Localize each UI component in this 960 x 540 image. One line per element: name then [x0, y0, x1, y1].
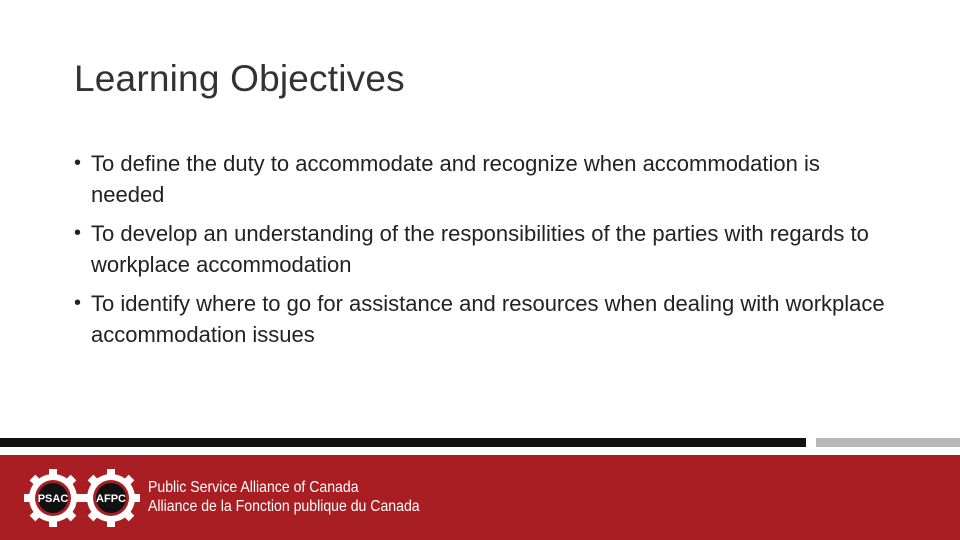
- divider-black: [0, 438, 806, 447]
- logo-text-psac: PSAC: [37, 493, 69, 505]
- objective-text: To develop an understanding of the responsibilities of the parties with regards to workplace accommodation: [91, 221, 869, 277]
- divider-gray: [816, 438, 960, 447]
- logo-text-afpc: AFPC: [96, 493, 126, 505]
- bullet-icon: •: [74, 292, 82, 314]
- org-name-english: Public Service Alliance of Canada: [148, 479, 359, 496]
- gear-icon: [82, 469, 140, 527]
- objectives-list: [74, 148, 894, 358]
- objective-text: To define the duty to accommodate and recognize when accommodation is needed: [91, 151, 820, 207]
- psac-afpc-logo: [24, 467, 142, 529]
- objective-item: [74, 148, 894, 210]
- organization-name: [148, 478, 420, 516]
- bullet-icon: •: [74, 222, 82, 244]
- gear-icon: [24, 469, 82, 527]
- bullet-icon: •: [74, 152, 82, 174]
- slide-title: Learning Objectives: [74, 58, 405, 99]
- org-name-french: Alliance de la Fonction publique du Canada: [148, 498, 420, 515]
- objective-item: [74, 288, 894, 350]
- objective-item: [74, 218, 894, 280]
- objective-text: To identify where to go for assistance and resources when dealing with workplace accommodation issues: [91, 291, 885, 347]
- footer-banner: [0, 455, 960, 540]
